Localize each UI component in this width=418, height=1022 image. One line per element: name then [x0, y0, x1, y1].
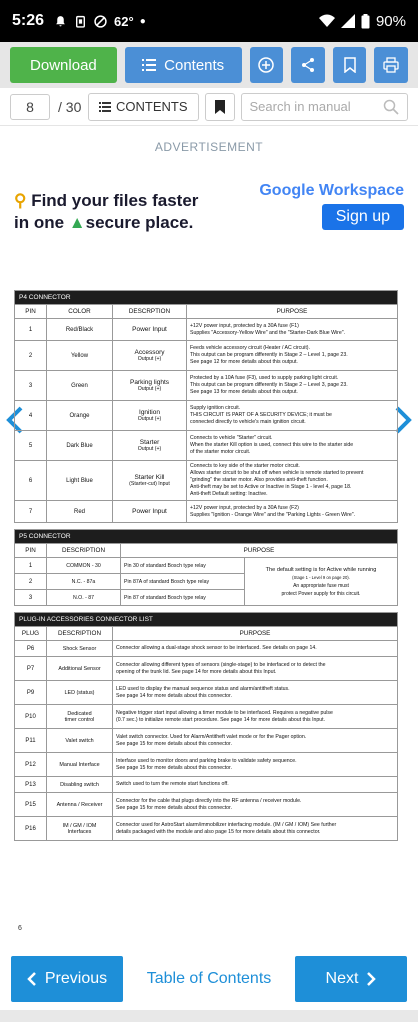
p4-description-cell — [113, 341, 187, 371]
next-button[interactable] — [295, 956, 407, 1002]
plugin-plug: P16 — [15, 817, 47, 841]
p4-description: Power Input — [132, 508, 167, 515]
bookmark-button[interactable] — [333, 47, 367, 83]
p5-note: The default setting is for Active while running — [265, 566, 377, 573]
plugin-description: Additional Sensor — [47, 657, 113, 681]
bookmark-icon — [343, 57, 357, 73]
bookmark-page-button[interactable] — [205, 93, 235, 121]
plugin-row — [15, 657, 398, 681]
print-icon — [383, 57, 399, 73]
p4-pin: 7 — [15, 501, 47, 523]
p4-description: Ignition — [139, 409, 160, 416]
plugin-purpose: Connector for the cable that plugs directly into the RF antenna / receiver module. See page 15 for more details about this connector. — [113, 793, 398, 817]
plugin-plug: P11 — [15, 729, 47, 753]
contents-link[interactable] — [88, 93, 199, 121]
plugin-row — [15, 729, 398, 753]
p5-pin: 2 — [15, 574, 47, 590]
plugin-description: LED (status) — [47, 681, 113, 705]
ad-headline-line1: Find your files faster — [31, 191, 199, 210]
p5-purpose: Pin 87A of standard Bosch type relay — [121, 574, 245, 590]
advertisement-label: ADVERTISEMENT — [154, 140, 264, 154]
p4-color: Red/Black — [47, 319, 113, 341]
status-temperature: 62° — [114, 13, 134, 29]
plugin-description: Manual Interface — [47, 753, 113, 777]
p4-color: Yellow — [47, 341, 113, 371]
p4-pin: 4 — [15, 401, 47, 431]
plugin-row — [15, 681, 398, 705]
print-button[interactable] — [374, 47, 408, 83]
ad-headline-line2: in one — [14, 213, 65, 232]
plugin-description: IM / GM / IOM Interfaces — [47, 817, 113, 841]
plugin-table — [14, 612, 398, 841]
contents-label: Contents — [164, 56, 225, 74]
p5-table — [14, 529, 398, 606]
list-icon — [99, 102, 111, 112]
plugin-description: Valet switch — [47, 729, 113, 753]
plugin-plug: P12 — [15, 753, 47, 777]
p5-pin: 1 — [15, 558, 47, 574]
p4-pin: 1 — [15, 319, 47, 341]
status-bar — [0, 0, 418, 42]
p5-description: N.C. - 87a — [47, 574, 121, 590]
add-button[interactable] — [250, 47, 284, 83]
list-icon — [142, 59, 156, 71]
plugin-row — [15, 793, 398, 817]
status-dot-icon: ● — [139, 15, 146, 27]
p4-purpose: +12V power input, protected by a 30A fuse (F2) Supplies "Ignition - Orange Wire" and the "Parking Lights - Green Wire". — [187, 501, 398, 523]
p4-color: Green — [47, 371, 113, 401]
p4-description-cell — [113, 401, 187, 431]
p4-description: Accessory — [134, 349, 165, 356]
p4-description-cell — [113, 501, 187, 523]
p4-description-cell — [113, 431, 187, 461]
plugin-row — [15, 777, 398, 793]
contents-link-label: CONTENTS — [116, 99, 188, 114]
plugin-header-cell: PLUG — [15, 627, 47, 641]
p4-description-cell — [113, 461, 187, 501]
plus-circle-icon — [258, 57, 274, 73]
page-number-input[interactable]: 8 — [10, 94, 50, 120]
p5-header-description: DESCRIPTION — [47, 544, 121, 558]
plugin-purpose: Negative trigger start input allowing a timer module to be interfaced. Requires a negative pulse (0.7 sec.) to initialize remote start procedure. See page 14 for more details about this Input. — [113, 705, 398, 729]
p4-description-cell — [113, 319, 187, 341]
previous-label: Previous — [44, 970, 108, 987]
p4-pin: 3 — [15, 371, 47, 401]
p4-header-cell: PIN — [15, 305, 47, 319]
plugin-description: Shock Sensor — [47, 641, 113, 657]
notification-bell-icon — [54, 15, 67, 28]
p4-row — [15, 501, 398, 523]
p4-header-cell: COLOR — [47, 305, 113, 319]
toolbar — [0, 42, 418, 88]
plugin-plug: P9 — [15, 681, 47, 705]
plugin-purpose: LED used to display the manual sequence status and alarm/antitheft status. See page 14 for more details about this connector. — [113, 681, 398, 705]
download-button[interactable]: Download — [10, 47, 117, 83]
search-icon: ⚲ — [14, 191, 27, 210]
plugin-purpose: Interface used to monitor doors and parking brake to validate safety sequence. See page 15 for more details about this connector. — [113, 753, 398, 777]
p5-header-pin: PIN — [15, 544, 47, 558]
no-disturb-icon — [94, 15, 107, 28]
document-nav — [0, 88, 418, 126]
manual-page — [14, 290, 398, 841]
plugin-purpose: Connector allowing different types of sensors (single-stage) to be interfaced or to detect the opening of the trunk lid. See page 14 for more details about this Input. — [113, 657, 398, 681]
ad-banner[interactable] — [14, 182, 404, 246]
plugin-row — [15, 817, 398, 841]
plugin-header-cell: DESCRIPTION — [47, 627, 113, 641]
p5-header-row — [15, 544, 398, 558]
plugin-purpose: Connector used for AstroStart alarm/immobilizer interfacing module. (IM / GM / IOM) See further details packaged with the module and also page 15 for more details about this connector. — [113, 817, 398, 841]
plugin-plug: P13 — [15, 777, 47, 793]
plugin-row — [15, 753, 398, 777]
p4-purpose: Connects to vehicle "Starter" circuit. When the starter Kill option is used, connect this wire to the starter side of the starter motor circuit. — [187, 431, 398, 461]
search-icon[interactable] — [383, 99, 399, 115]
bottom-edge — [0, 1010, 418, 1022]
p5-pin: 3 — [15, 590, 47, 606]
p4-row — [15, 431, 398, 461]
plugin-description: Disabling switch — [47, 777, 113, 793]
bookmark-icon — [215, 100, 225, 114]
plugin-row — [15, 705, 398, 729]
p4-description: Starter Kill — [134, 474, 165, 481]
p4-row — [15, 461, 398, 501]
plugin-header-cell: PURPOSE — [113, 627, 398, 641]
p4-purpose: Feeds vehicle accessory circuit (Heater / AC circuit). This output can be program differently in Stage 2 – Level 1, page 23. See page 12 for more details about this output. — [187, 341, 398, 371]
plugin-plug: P6 — [15, 641, 47, 657]
p4-color: Light Blue — [47, 461, 113, 501]
share-icon — [300, 57, 316, 73]
ad-cta-area — [254, 182, 404, 230]
plugin-title: PLUG-IN ACCESSORIES CONNECTOR LIST — [15, 613, 398, 627]
p5-note2: An appropriate fuse must protect Power supply for this circuit. — [281, 582, 361, 597]
clipboard-icon — [74, 15, 87, 28]
search-placeholder: Search in manual — [249, 99, 351, 114]
p4-purpose: +12V power input, protected by a 30A fuse (F1) Supplies "Accessory-Yellow Wire" and the "Starter-Dark Blue Wire". — [187, 319, 398, 341]
p4-description-sub: Output (+) — [137, 416, 162, 422]
p4-description-sub: Output (+) — [137, 356, 162, 362]
wifi-icon — [319, 14, 335, 28]
p4-purpose: Protected by a 10A fuse (F3), used to supply parking light circuit. This output can be program differently in Stage 2 – Level 3, page 23. See page 13 for more details about this output. — [187, 371, 398, 401]
share-button[interactable] — [291, 47, 325, 83]
previous-button[interactable] — [11, 956, 123, 1002]
page-total: / 30 — [58, 98, 82, 115]
p5-note-sub: (Stage 1 - Level 9 on page 20). — [292, 574, 350, 580]
status-battery: 90% — [375, 12, 406, 30]
p4-header-row — [15, 305, 398, 319]
p5-header-purpose: PURPOSE — [121, 544, 398, 558]
p4-pin: 5 — [15, 431, 47, 461]
plugin-plug: P7 — [15, 657, 47, 681]
p4-description-sub: Output (+) — [137, 386, 162, 392]
p4-description: Starter — [139, 439, 160, 446]
plugin-row — [15, 641, 398, 657]
table-of-contents-link[interactable]: Table of Contents — [146, 970, 272, 987]
ad-brand: Google Workspace — [259, 182, 404, 199]
plugin-plug: P10 — [15, 705, 47, 729]
plugin-plug: P15 — [15, 793, 47, 817]
plugin-purpose: Connector allowing a dual-stage shock sensor to be interfaced. See details on page 14. — [113, 641, 398, 657]
plugin-purpose: Valet switch connector. Used for Alarm/Antitheft valet mode or for the Pager option. See page 15 for more details about this connector. — [113, 729, 398, 753]
p4-table — [14, 290, 398, 523]
next-label: Next — [325, 970, 359, 987]
p4-row — [15, 371, 398, 401]
manual-page-number: 6 — [18, 925, 22, 932]
ad-headline-line2b: secure place. — [85, 213, 194, 232]
chevron-left-icon — [27, 971, 37, 987]
p4-row — [15, 319, 398, 341]
page-indicator — [10, 94, 82, 120]
p4-purpose: Connects to key side of the starter motor circuit. Allows starter circuit to be shut off when vehicle is remote started to prevent "grinding" the starter motor. Also provides anti-theft function. Anti-theft may be set to Active or Inactive in Stage 1 - level 4, page 18. Anti-theft Default setting: Inactive. — [187, 461, 398, 501]
p5-title: P5 CONNECTOR — [15, 530, 398, 544]
p4-description-sub: (Starter-cut) Input — [129, 481, 170, 487]
status-time: 5:26 — [12, 12, 45, 29]
p4-purpose: Supply ignition circuit. THIS CIRCUIT IS PART OF A SECURITY DEVICE; it must be connected directly to vehicle's main ignition circuit. — [187, 401, 398, 431]
p4-pin: 6 — [15, 461, 47, 501]
p4-description: Power Input — [132, 326, 167, 333]
plugin-purpose: Switch used to turn the remote start functions off. — [113, 777, 398, 793]
plugin-description: Antenna / Receiver — [47, 793, 113, 817]
p4-header-cell: PURPOSE — [187, 305, 398, 319]
p5-purpose: Pin 30 of standard Bosch type relay — [121, 558, 245, 574]
p4-color: Dark Blue — [47, 431, 113, 461]
p5-note-cell — [245, 558, 398, 606]
p4-row — [15, 341, 398, 371]
p5-purpose: Pin 87 of standard Bosch type relay — [121, 590, 245, 606]
p4-description-sub: Output (+) — [137, 446, 162, 452]
plugin-description: Dedicated timer control — [47, 705, 113, 729]
battery-icon — [361, 14, 370, 29]
p4-header-cell: DESCRPTION — [113, 305, 187, 319]
p5-row — [15, 558, 398, 574]
search-input[interactable] — [241, 93, 409, 121]
contents-button[interactable] — [125, 47, 242, 83]
p4-description-cell — [113, 371, 187, 401]
p4-pin: 2 — [15, 341, 47, 371]
p4-color: Orange — [47, 401, 113, 431]
p5-description: COMMON - 30 — [47, 558, 121, 574]
p4-color: Red — [47, 501, 113, 523]
chevron-right-icon — [366, 971, 376, 987]
p5-description: N.O. - 87 — [47, 590, 121, 606]
signal-icon — [341, 14, 355, 28]
plugin-header-row — [15, 627, 398, 641]
footer-nav — [0, 956, 418, 1002]
drive-icon: ▲ — [68, 213, 86, 232]
p4-title: P4 CONNECTOR — [15, 291, 398, 305]
ad-signup-button[interactable]: Sign up — [322, 204, 404, 230]
ad-headline — [14, 190, 198, 234]
p4-row — [15, 401, 398, 431]
p4-description: Parking lights — [129, 379, 170, 386]
